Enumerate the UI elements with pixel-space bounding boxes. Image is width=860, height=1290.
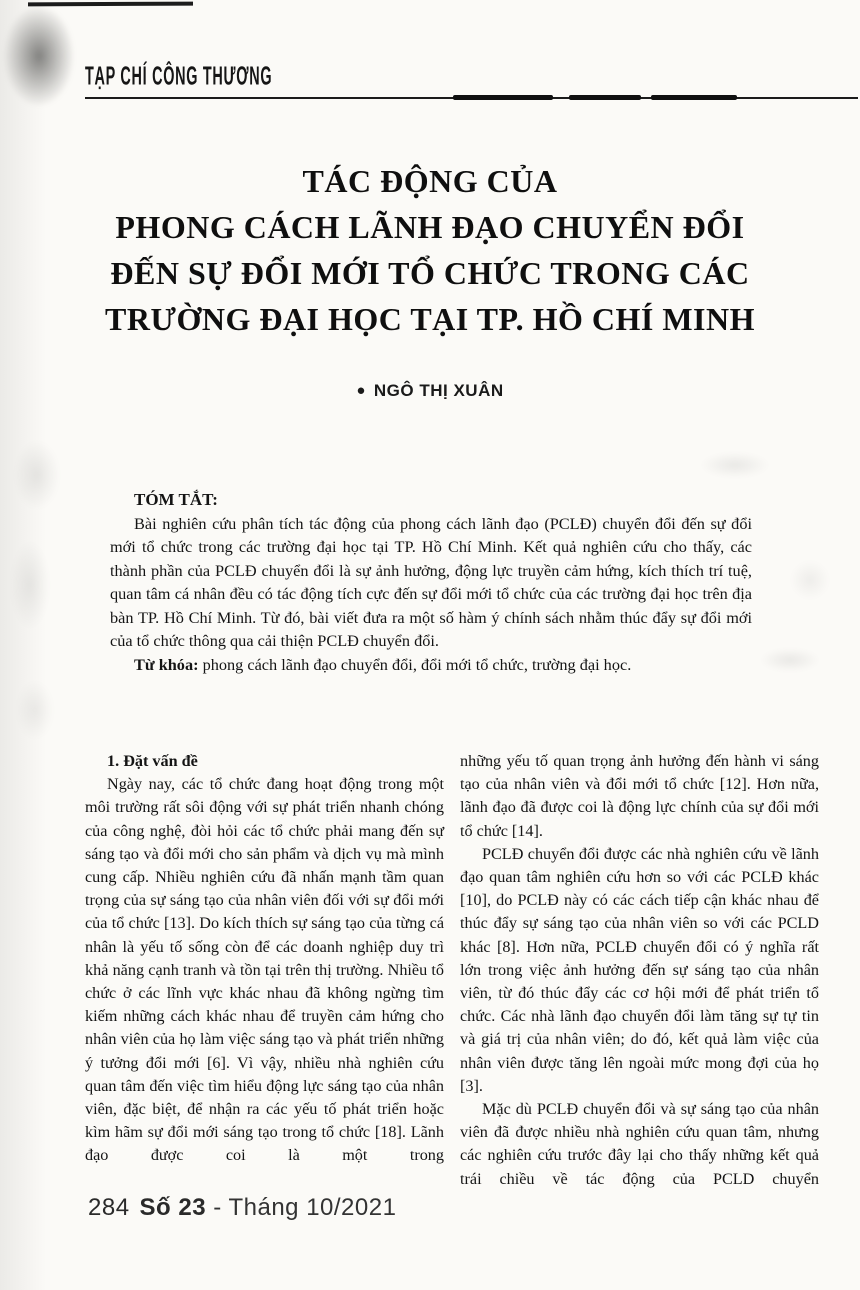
scan-edge-shadow — [0, 0, 46, 1290]
page-footer — [88, 1194, 396, 1222]
body-paragraph: Mặc dù PCLĐ chuyển đổi và sự sáng tạo của nhân viên đã được nhiều nhà nghiên cứu quan tâm, nhưng các nghiên cứu trước đây lại cho thấy những kết quả trái chiều về tác động của PCLD chuyển — [460, 1100, 819, 1188]
abstract-section — [110, 488, 752, 676]
header-rule — [85, 97, 858, 99]
journal-name: TẠP CHÍ CÔNG THƯƠNG — [85, 62, 273, 92]
scan-smudge — [760, 648, 820, 672]
article-title — [60, 158, 800, 342]
author-bullet-icon: ● — [356, 382, 366, 399]
body-paragraph: PCLĐ chuyển đổi được các nhà nghiên cứu về lãnh đạo quan tâm nghiên cứu hơn so với các PCLĐ khác [10], do PCLĐ này có các cách tiếp cận khác nhau để thúc đẩy sự sáng tạo của nhân viên so với các PCLD khác [8]. Hơn nữa, PCLĐ chuyển đổi có ý nghĩa rất lớn trong việc ảnh hưởng đến sự sáng tạo của nhân viên, từ đó thúc đẩy các cơ hội mới để phát triển tổ chức. Các nhà lãnh đạo chuyển đổi làm tăng sự tự tin và giá trị của nhân viên; do đó, kết quả làm việc của nhân viên được tăng lên ngoài mức mong đợi của họ [3]. — [460, 844, 819, 1095]
abstract-body: Bài nghiên cứu phân tích tác động của phong cách lãnh đạo (PCLĐ) chuyển đổi đến sự đổi mới tổ chức trong các trường đại học tại TP. Hồ Chí Minh. Kết quả nghiên cứu cho thấy, các thành phần của PCLĐ chuyển đổi là sự ảnh hưởng, động lực truyền cảm hứng, kích thích trí tuệ, quan tâm cá nhân đều có tác động tích cực đến sự đổi mới tổ chức của các trường đại học trên địa bàn TP. Hồ Chí Minh. Từ đó, bài viết đưa ra một số hàm ý chính sách nhằm thúc đẩy sự đổi mới của tổ chức thông qua cải thiện PCLĐ chuyển đổi. — [110, 513, 752, 650]
author-name: NGÔ THỊ XUÂN — [373, 381, 504, 400]
section-1-heading: 1. Đặt vấn đề — [107, 752, 198, 770]
article-title-line: ĐẾN SỰ ĐỔI MỚI TỔ CHỨC TRONG CÁC — [110, 255, 750, 291]
scan-smudge — [700, 452, 770, 478]
scan-smudge — [16, 680, 54, 740]
scan-smudge — [14, 440, 60, 510]
journal-masthead — [85, 62, 345, 92]
keywords-label: Từ khóa: — [134, 654, 199, 674]
scan-smudge — [790, 560, 830, 600]
keywords-text: phong cách lãnh đạo chuyển đổi, đổi mới tổ chức, trường đại học. — [198, 654, 632, 674]
article-title-line: TÁC ĐỘNG CỦA — [302, 163, 558, 199]
body-paragraph: những yếu tố quan trọng ảnh hưởng đến hành vi sáng tạo của nhân viên và đổi mới tổ chức [12]. Hơn nữa, lãnh đạo đã được coi là động lực chính của sự đổi mới tổ chức [14]. — [460, 752, 819, 840]
scan-top-line-artifact — [28, 2, 193, 7]
article-title-line: TRƯỜNG ĐẠI HỌC TẠI TP. HỒ CHÍ MINH — [105, 301, 755, 337]
issue-number: Số 23 — [139, 1194, 207, 1221]
article-title-line: PHONG CÁCH LÃNH ĐẠO CHUYỂN ĐỔI — [115, 209, 745, 245]
article-body — [85, 750, 819, 1191]
abstract-keywords — [110, 653, 752, 677]
header-rule-thick-segment — [651, 95, 737, 100]
author-line — [0, 381, 860, 401]
issue-date: - Tháng 10/2021 — [206, 1194, 397, 1221]
body-column-right — [460, 750, 819, 1191]
page-number: 284 — [88, 1194, 130, 1221]
abstract-heading: TÓM TẮT: — [134, 490, 218, 509]
header-rule-thick-segment — [453, 95, 553, 100]
body-column-left — [85, 750, 444, 1191]
scan-smudge — [4, 6, 74, 106]
header-rule-thick-segment — [569, 95, 641, 100]
scan-smudge — [10, 540, 50, 630]
body-paragraph: Ngày nay, các tổ chức đang hoạt động trong một môi trường rất sôi động với sự phát triển nhanh chóng của công nghệ, đòi hỏi các tổ chức phải mang đến sự sáng tạo và đổi mới cho sản phẩm và dịch vụ mà mình cung cấp. Nhiều nghiên cứu đã nhấn mạnh tầm quan trọng của sự sáng tạo của nhân viên đối với sự đổi mới của tổ chức [13]. Do kích thích sự sáng tạo của từng cá nhân là yếu tố sống còn để các doanh nghiệp duy trì khả năng cạnh tranh và tồn tại trên thị trường. Nhiều tổ chức ở các lĩnh vực khác nhau đã không ngừng tìm kiếm những cách khác nhau để truyền cảm hứng cho nhân viên của họ làm việc sáng tạo và phát triển những ý tưởng đổi mới [6]. Vì vậy, nhiều nhà nghiên cứu quan tâm đến việc tìm hiểu động lực sáng tạo của nhân viên, đặc biệt, để nhận ra các yếu tố phát triển hoặc kìm hãm sự đổi mới sáng tạo trong tổ chức [18]. Lãnh đạo được coi là một trong — [85, 775, 444, 1165]
